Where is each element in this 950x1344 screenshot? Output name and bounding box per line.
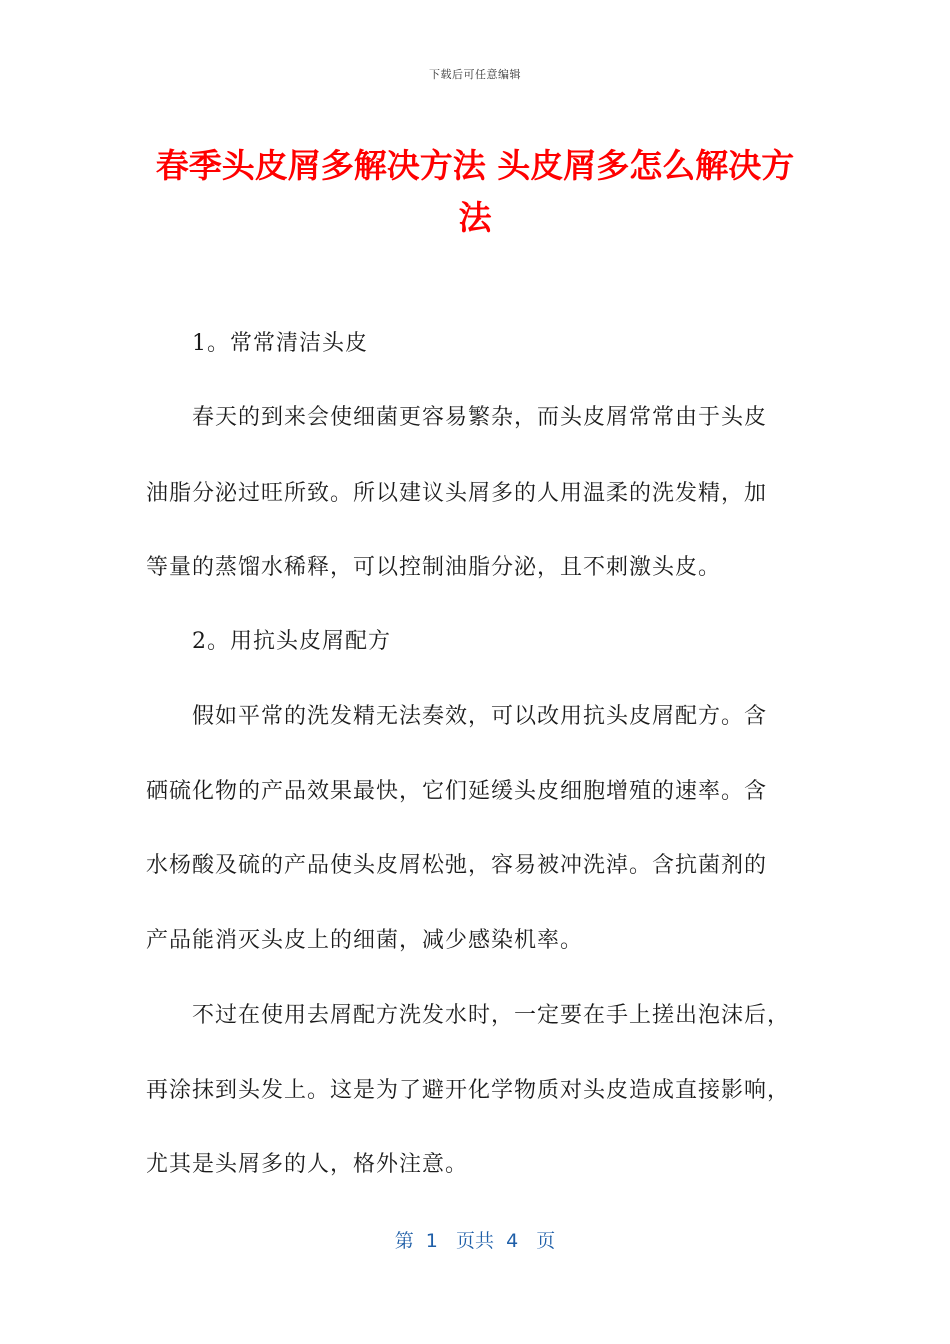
page-number-footer: 第 1 页共 4 页 (394, 1230, 556, 1252)
paragraph-line: 再涂抹到头发上。这是为了避开化学物质对头皮造成直接影响， (146, 1078, 791, 1103)
paragraph-line: 不过在使用去屑配方洗发水时，一定要在手上搓出泡沫后， (192, 1003, 791, 1028)
paragraph-line: 等量的蒸馏水稀释，可以控制油脂分泌，且不刺激头皮。 (146, 555, 722, 580)
paragraph-line: 油脂分泌过旺所致。所以建议头屑多的人用温柔的洗发精，加 (146, 481, 768, 506)
document-title: 春季头皮屑多解决方法 头皮屑多怎么解决方法 (155, 146, 795, 237)
section-heading-1: 1。常常清洁头皮 (192, 331, 368, 356)
paragraph-line: 尤其是头屑多的人，格外注意。 (146, 1152, 469, 1177)
paragraph-line: 假如平常的洗发精无法奏效，可以改用抗头皮屑配方。含 (192, 704, 768, 729)
paragraph-line: 硒硫化物的产品效果最快，它们延缓头皮细胞增殖的速率。含 (146, 779, 768, 804)
section-heading-2: 2。用抗头皮屑配方 (192, 629, 391, 654)
paragraph-line: 春天的到来会使细菌更容易繁杂，而头皮屑常常由于头皮 (192, 405, 768, 430)
paragraph-line: 水杨酸及硫的产品使头皮屑松弛，容易被冲洗淖。含抗菌剂的 (146, 853, 768, 878)
paragraph-line: 产品能消灭头皮上的细菌，减少感染机率。 (146, 928, 584, 953)
header-note: 下载后可任意编辑 (429, 68, 521, 81)
